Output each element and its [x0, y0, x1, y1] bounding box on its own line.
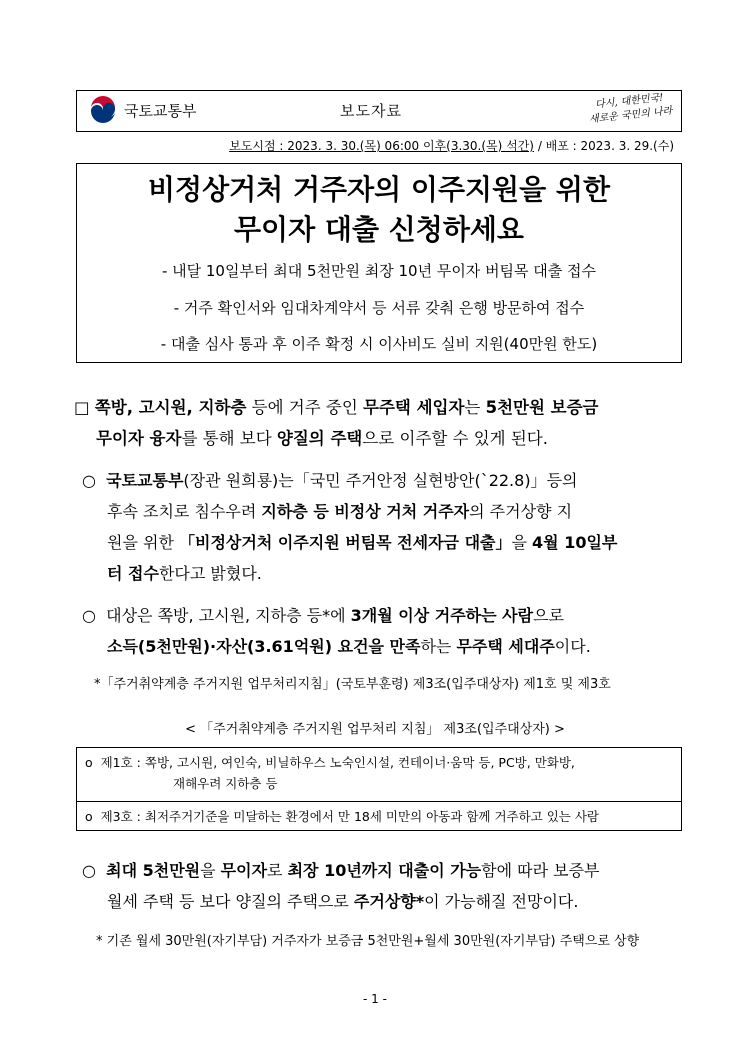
text-bold: 양질의 주택 [276, 429, 363, 448]
text: 이 가능해질 전망이다. [424, 892, 579, 911]
square-bullet-icon: □ [74, 398, 90, 417]
text: 월세 주택 등 보다 양질의 주택으로 [107, 892, 354, 911]
text: 후속 조치로 침수우려 [107, 502, 262, 521]
release-info [229, 137, 674, 154]
table-row [85, 752, 575, 794]
paragraph-3 [82, 600, 682, 662]
criteria-table [76, 747, 682, 831]
footnote-1: *「주거취약계층 주거지원 업무처리지침」(국토부훈령) 제3조(입주대상자) 제1호 및 제3호 [94, 677, 611, 692]
text-bold: 소득(5천만원)·자산(3.61억원) 요건을 만족 [107, 637, 421, 656]
table-cell: 재해우려 지하층 등 [173, 776, 278, 791]
text-bold: 무이자 융자 [96, 429, 182, 448]
text: 등에 거주 중인 [246, 398, 364, 417]
text: 으로 [533, 606, 564, 625]
paragraph-4 [82, 855, 682, 917]
text: 하는 [420, 637, 457, 656]
footnote-2: * 기존 월세 30만원(자기부담) 거주자가 보증금 5천만원+월세 30만원(자기부담) 주택으로 상향 [96, 934, 640, 949]
text-bold: 지하층 등 비정상 거처 거주자 [261, 502, 470, 521]
text: 을 [200, 861, 221, 880]
text: 으로 이주할 수 있게 된다. [362, 429, 548, 448]
text: 함에 따라 보증부 [481, 861, 600, 880]
text: 한다고 밝혔다. [158, 564, 262, 583]
table-cell: 제1호 : 쪽방, 고시원, 여인숙, 비닐하우스 노숙인시설, 컨테이너·움막 등, PC방, 만화방, [100, 755, 575, 770]
text: (장관 원희룡)는「국민 주거안정 실현방안(`22.8)」등의 [183, 471, 578, 490]
table-caption: < 「주거취약계층 주거지원 업무처리 지침」 제3조(입주대상자) > [185, 722, 565, 737]
text-bold: 쪽방, 고시원, 지하층 [94, 398, 247, 417]
text-bold: 최장 10년까지 대출이 가능 [287, 861, 482, 880]
table-row [85, 806, 599, 827]
distribution-date: / 배포 : 2023. 3. 29.(수) [534, 139, 674, 153]
ministry-name: 국토교통부 [124, 102, 197, 120]
text: 의 주거상향 지 [469, 502, 573, 521]
paragraph-2 [82, 465, 682, 589]
circle-bullet-icon: o [85, 755, 93, 770]
text-bold: 무주택 세대주 [456, 637, 555, 656]
doc-type-label: 보도자료 [340, 102, 402, 120]
table-cell: 제3호 : 최저주거기준을 미달하는 환경에서 만 18세 미만의 아동과 함께 거주하고 있는 사람 [100, 809, 599, 824]
slogan-line1: 다시, 대한민국! [594, 92, 664, 111]
text-bold: 5천만원 보증금 [485, 398, 599, 417]
circle-bullet-icon: o [85, 809, 93, 824]
text-bold: 터 접수 [107, 564, 159, 583]
text: 로 [267, 861, 288, 880]
text-bold: 국토교통부 [106, 471, 184, 490]
text: 대상은 쪽방, 고시원, 지하층 등*에 [106, 606, 351, 625]
subtitle-1: - 내달 10일부터 최대 5천만원 최장 10년 무이자 버팀목 대출 접수 [161, 262, 597, 280]
page-title [76, 170, 682, 250]
title-line1: 비정상거처 거주자의 이주지원을 위한 [147, 173, 610, 206]
text-bold: 주거상향* [353, 892, 425, 911]
text-bold: 3개월 이상 거주하는 사람 [350, 606, 534, 625]
text: 원을 위한 [107, 533, 179, 552]
circle-bullet-icon: ○ [82, 471, 96, 490]
text: 를 통해 보다 [181, 429, 277, 448]
text-bold: 무이자 [220, 861, 268, 880]
text-bold: 「비정상거처 이주지원 버팀목 전세자금 대출」 [179, 533, 512, 552]
release-time: 보도시점 : 2023. 3. 30.(목) 06:00 이후(3.30.(목) 석간) [229, 139, 534, 153]
text-bold: 무주택 세입자 [363, 398, 465, 417]
slogan-line2: 새로운 국민의 나라 [588, 105, 673, 126]
paragraph-1 [74, 392, 684, 454]
circle-bullet-icon: ○ [82, 861, 96, 880]
circle-bullet-icon: ○ [82, 606, 96, 625]
subtitle-3: - 대출 심사 통과 후 이주 확정 시 이사비도 실비 지원(40만원 한도) [160, 335, 598, 353]
page-number: - 1 - [363, 992, 387, 1006]
taegeuk-logo-icon [88, 95, 118, 125]
table-divider [77, 801, 681, 802]
text: 는 [464, 398, 486, 417]
text-bold: 최대 5천만원 [106, 861, 201, 880]
text-bold: 4월 10일부 [532, 533, 618, 552]
text: 이다. [554, 637, 591, 656]
subtitle-2: - 거주 확인서와 임대차계약서 등 서류 갖춰 은행 방문하여 접수 [173, 299, 585, 317]
title-line2: 무이자 대출 신청하세요 [234, 213, 524, 246]
text: 을 [511, 533, 533, 552]
